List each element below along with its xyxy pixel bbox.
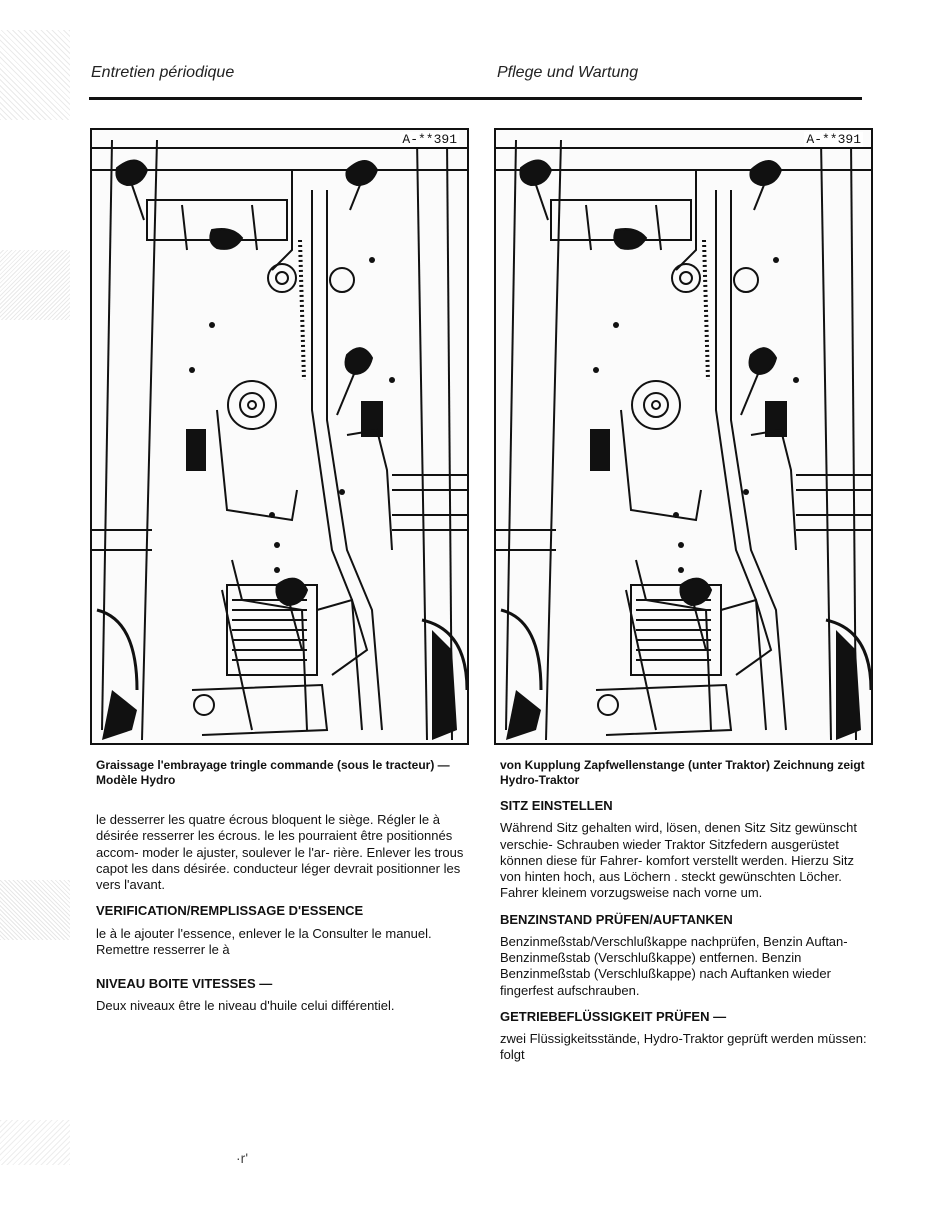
figure-id: A-**391 (402, 132, 457, 147)
french-column (96, 758, 468, 1015)
scan-noise (0, 30, 70, 120)
lubrication-diagram-de (494, 128, 873, 745)
scan-noise (0, 1120, 70, 1165)
page-mark: ·r' (236, 1150, 248, 1166)
fuel-heading: VERIFICATION/REMPLISSAGE D'ESSENCE (96, 903, 364, 919)
gearbox-heading: NIVEAU BOITE VITESSES — (96, 976, 273, 991)
figure-id: A-**391 (806, 132, 861, 147)
scan-noise (0, 880, 70, 940)
header-rule (89, 97, 862, 100)
gearbox-text: Deux niveaux être le niveau d'huile celui différentiel. (96, 998, 395, 1014)
fuel-heading: BENZINSTAND PRÜFEN/AUFTANKEN (500, 911, 733, 927)
figure-caption: Graissage l'embrayage tringle commande (sous le tracteur) — Modèle Hydro (96, 758, 450, 787)
gearbox-text: zwei Flüssigkeitsstände, Hydro-Traktor geprüft werden müssen: folgt (500, 1031, 867, 1063)
tractor-underside-illustration (496, 130, 871, 743)
running-header-fr: Entretien périodique (91, 64, 235, 81)
seat-adjustment-text: le desserrer les quatre écrous bloquent le siège. Régler le à désirée resserrer les écrous. le les pourraient être positionnés accom- moder le ajuster, soulever le l'ar- rière. Enlever les trous capot les dans désirée. conducteur léger devrait positionner les vers l'avant. (96, 812, 464, 892)
seat-heading: SITZ EINSTELLEN (500, 798, 613, 813)
scan-noise (0, 250, 70, 320)
fuel-text: Benzinmeßstab/Verschlußkappe nachprüfen, Benzin Auftan- Benzinmeßstab (Verschlußkappe) entfernen. Benzin Benzinmeßstab (Verschlußkappe) nach Auftanken wieder fingerfest aufschrauben. (500, 933, 848, 998)
figure-caption: von Kupplung Zapfwellenstange (unter Traktor) Zeichnung zeigt Hydro-Traktor (500, 758, 865, 787)
seat-adjustment-text: Während Sitz gehalten wird, lösen, denen Sitz Sitz gewünscht verschie- Schrauben wieder Traktor Sitzfedern ausgerüstet können diese für Fahrer- komfort verstellt werden. Hierzu Sitz von hinten hoch, aus Löchern . steckt gewünschten Löcher. Fahrer kleinem vorzugsweise nach vorne um. (500, 820, 857, 901)
running-header-de: Pflege und Wartung (497, 64, 639, 81)
german-column (500, 758, 878, 1064)
fuel-text: le à le ajouter l'essence, enlever le la Consulter le manuel. Remettre resserrer le à (96, 925, 432, 957)
tractor-underside-illustration (92, 130, 467, 743)
gearbox-heading: GETRIEBEFLÜSSIGKEIT PRÜFEN — (500, 1008, 727, 1024)
lubrication-diagram-fr (90, 128, 469, 745)
